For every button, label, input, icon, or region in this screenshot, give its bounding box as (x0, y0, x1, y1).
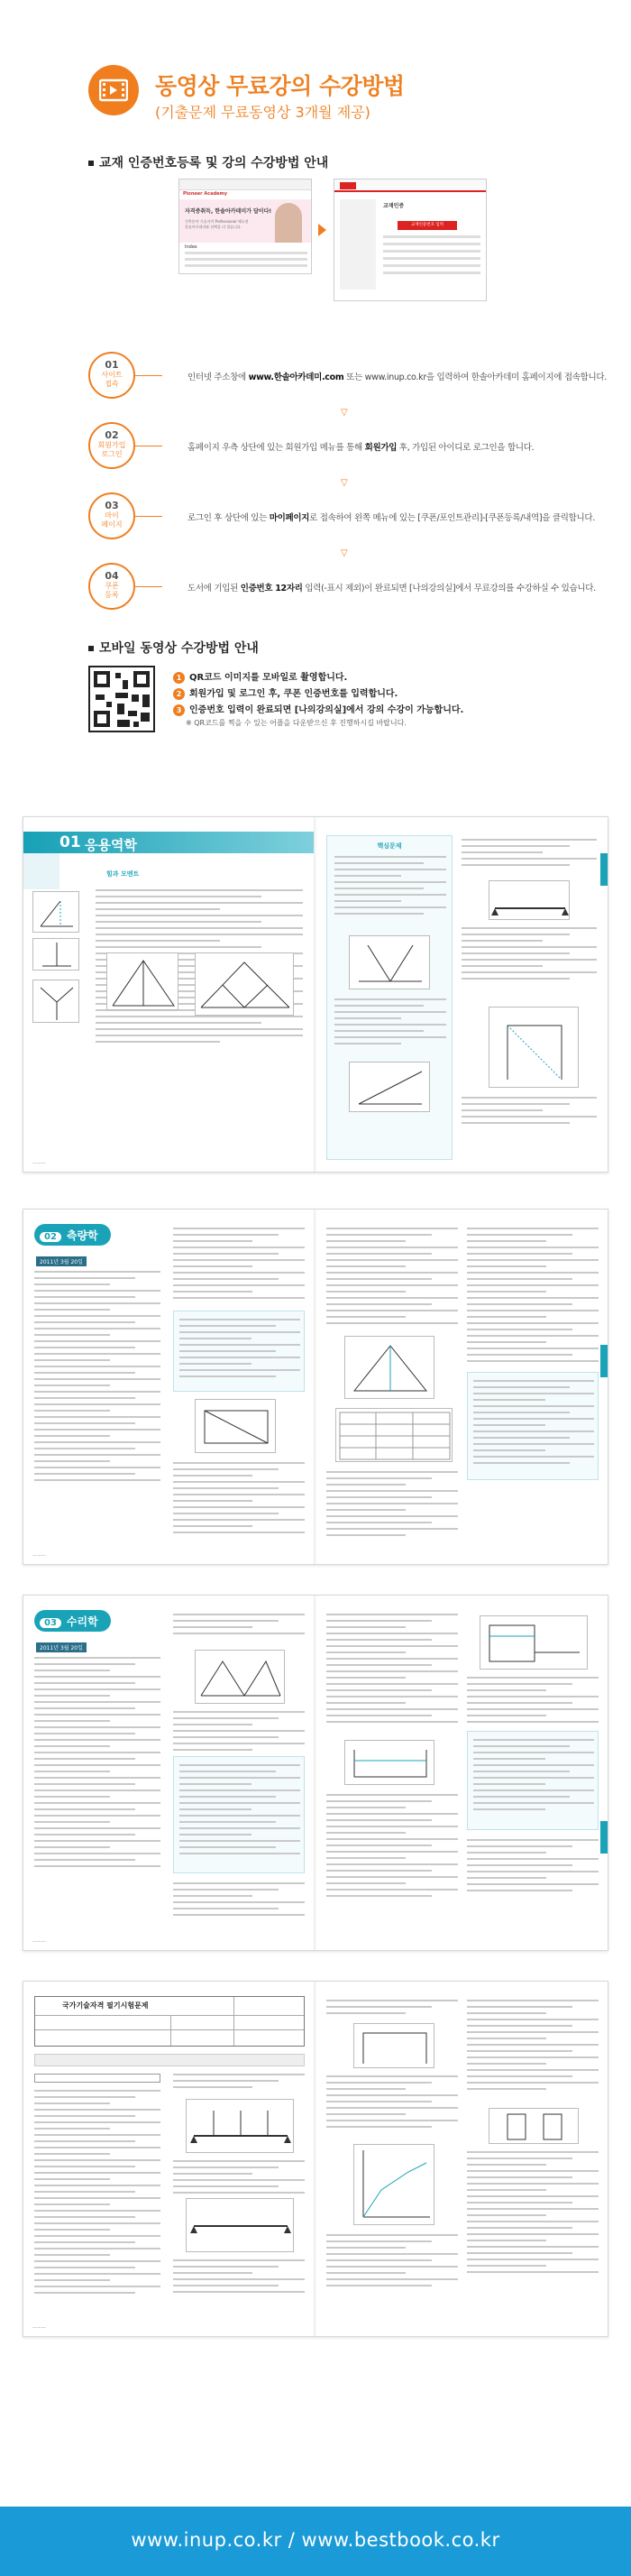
question-column-left (326, 2000, 458, 2019)
step-text: 입력(-표시 제외)이 완료되면 [나의강의실]에서 무료강의를 수강하실 수 있습니다. (302, 584, 596, 593)
beam-figure (489, 880, 570, 920)
homepage-list (185, 252, 307, 271)
section-title: 힘과 모멘트 (106, 870, 140, 878)
diagram-figure (32, 938, 79, 971)
question-text (462, 839, 597, 870)
step-description (187, 511, 595, 523)
frame-figure (353, 2023, 434, 2068)
section-heading-registration (88, 153, 328, 171)
exam-title: 국가기술자격 필기시험문제 (62, 2001, 149, 2010)
chapter-number: 01 (59, 833, 81, 851)
side-menu (340, 199, 376, 290)
chapter-banner (23, 832, 315, 853)
step-text-bold: 인증번호 12자리 (240, 584, 303, 593)
chapter-title: 수리학 (66, 1615, 98, 1628)
section-figure (489, 2108, 579, 2144)
diagram-figure (32, 980, 79, 1023)
arrow-right-icon (318, 224, 326, 236)
square-bullet-icon (88, 161, 94, 166)
explanation-box (173, 1311, 305, 1392)
step-badge (88, 492, 135, 539)
book-page-right (317, 1596, 608, 1950)
chapter-side-tab (600, 1345, 608, 1377)
chevron-down-icon: ▽ (341, 478, 348, 488)
chapter-number: 03 (40, 1618, 61, 1628)
step-text: 도서에 기입된 (187, 584, 241, 593)
homepage-screenshot (178, 179, 312, 274)
step-text: 인터넷 주소창에 (187, 373, 249, 382)
book-spread-applied-mechanics (23, 816, 608, 1173)
question-column-left (34, 1271, 160, 1486)
square-bullet-icon (88, 646, 94, 651)
mobile-step-text: 회원가입 및 로그인 후, 쿠폰 인증번호를 입력합니다. (189, 689, 398, 699)
browser-bar (179, 179, 311, 190)
banner-person-image (275, 203, 302, 243)
truss-figure (195, 952, 294, 1016)
page-footer: ——— (32, 2325, 46, 2331)
step-text-bold: 마이페이지 (269, 513, 310, 523)
diagram-figure (349, 1062, 430, 1112)
frame-figure (489, 1007, 579, 1088)
step-badge (88, 563, 135, 610)
step-connector (135, 516, 162, 517)
question-column-left (326, 1614, 458, 1727)
mobile-step-3 (173, 702, 463, 716)
coupon-button-label: 교재인증번호 입력 (410, 223, 444, 227)
book-spread-hydraulics (23, 1595, 608, 1951)
chapter-tab (34, 1224, 111, 1246)
step-badge (88, 352, 135, 399)
step-text-bold: www.한솔아카데미.com (248, 373, 344, 382)
graph-figure (353, 2144, 434, 2225)
step-label: 쿠폰 (105, 582, 119, 590)
page-footer: ——— (32, 1553, 46, 1559)
section-heading-text: 모바일 동영상 수강방법 안내 (99, 641, 259, 656)
step-label: 회원가입 (97, 441, 126, 449)
data-table-figure (335, 1408, 453, 1462)
coupon-input-button (398, 221, 457, 230)
step-label: 페이지 (101, 520, 123, 529)
number-badge: 1 (173, 672, 185, 684)
mobile-step-2 (173, 685, 398, 700)
book-spread-surveying (23, 1209, 608, 1565)
mobile-step-text: 인증번호 입력이 완료되면 [나의강의실]에서 강의 수강이 가능합니다. (189, 705, 464, 715)
survey-figure (344, 1336, 434, 1399)
step-connector (135, 586, 162, 587)
question-column-right (467, 1228, 599, 1366)
homepage-banner (179, 199, 312, 243)
book-spread-exam (23, 1981, 608, 2337)
explanation-box (173, 1756, 305, 1873)
step-04 (88, 563, 596, 617)
chapter-number: 02 (40, 1232, 61, 1242)
banner-copy-2: 한솔아카데미와 선택을 더 업습니다. (185, 225, 242, 229)
site-brand: Pioneer Academy (183, 191, 228, 197)
question-column-right (467, 2000, 599, 2094)
chevron-down-icon: ▽ (341, 548, 348, 558)
box-title: 핵심문제 (377, 842, 402, 850)
chapter-title: 응용역학 (85, 837, 137, 853)
site-top-bar (334, 179, 486, 192)
step-label: 사이트 (101, 371, 123, 379)
step-number: 02 (105, 429, 119, 441)
step-text: 또는 www.inup.co.kr을 입력하여 한솔아카데미 홈페이지에 접속합니다. (343, 373, 607, 382)
channel-figure (344, 1740, 434, 1785)
video-lecture-icon (88, 65, 139, 115)
page-header (0, 0, 631, 135)
step-number: 04 (105, 570, 119, 582)
chapter-tab (34, 1610, 111, 1632)
step-text: 로그인 후 상단에 있는 (187, 513, 270, 523)
question-text (462, 1097, 597, 1128)
chapter-title: 측량학 (66, 1229, 98, 1242)
chapter-side-tab (600, 1821, 608, 1854)
book-page-left (23, 1982, 316, 2336)
step-01 (88, 352, 607, 406)
step-badge (88, 422, 135, 469)
step-text-bold: 회원가입 (364, 443, 398, 453)
coupon-page-title: 교재인증 (383, 203, 405, 209)
diagram-figure (349, 935, 430, 989)
explanation-box (467, 1731, 599, 1830)
mobile-step-1 (173, 669, 347, 684)
step-number: 01 (105, 359, 119, 371)
exam-date-tag: 2011년 3월 20일 (36, 1256, 87, 1266)
step-03 (88, 492, 595, 547)
step-description (187, 440, 534, 453)
index-panel-label: Index (185, 244, 197, 250)
mobile-step-text: QR코드 이미지를 모바일로 촬영합니다. (189, 673, 348, 683)
question-text (462, 927, 597, 984)
beam-figure (186, 2198, 294, 2252)
question-column-left (34, 2090, 160, 2298)
book-page-right (317, 1210, 608, 1564)
question-column-right (173, 1228, 305, 1303)
page-subtitle: (기출문제 무료동영상 3개월 제공) (155, 104, 370, 121)
exam-notice (34, 2054, 305, 2066)
section-heading-mobile (88, 639, 259, 657)
question-column-right (173, 2074, 305, 2093)
truss-figure (106, 952, 178, 1010)
step-description (187, 370, 607, 382)
step-description (187, 581, 596, 593)
step-label: 접속 (105, 380, 119, 388)
step-connector (135, 375, 162, 376)
qr-code (88, 666, 155, 732)
step-02 (88, 422, 546, 476)
footer-banner (0, 2507, 631, 2576)
question-column-left (326, 1228, 458, 1329)
chevron-down-icon: ▽ (341, 408, 348, 418)
number-badge: 3 (173, 704, 185, 716)
key-questions-box (326, 835, 453, 1160)
book-page-left (23, 1596, 316, 1950)
step-text: 후, 가입된 아이디로 로그인을 합니다. (397, 443, 535, 453)
step-label: 등록 (105, 591, 119, 599)
banner-headline: 자격증취득, 한솔아카데미가 답이다! (185, 208, 272, 215)
book-page-left (23, 817, 316, 1172)
question-column-right (467, 1677, 599, 1727)
tank-figure (480, 1615, 588, 1670)
diagram-figure (32, 891, 79, 933)
number-badge: 2 (173, 688, 185, 700)
chapter-side-tab (600, 853, 608, 886)
site-logo (340, 182, 356, 189)
book-page-right (317, 817, 608, 1172)
coupon-page-screenshot (334, 179, 487, 301)
banner-copy-1: 건축분야 기술자격 Professional 에듀넷 (185, 219, 249, 224)
section-heading-text: 교재 인증번호등록 및 강의 수강방법 안내 (99, 156, 329, 170)
exam-header-table (34, 1996, 305, 2047)
page-footer: ——— (32, 1161, 46, 1166)
question-column-left (34, 1657, 160, 1872)
question-column-right (173, 1614, 305, 1639)
explanation-box (467, 1372, 599, 1480)
beam-load-figure (186, 2099, 294, 2153)
book-page-right (317, 1982, 608, 2336)
step-label: 로그인 (101, 450, 123, 458)
footer-url-text[interactable]: www.inup.co.kr / www.bestbook.co.kr (131, 2529, 500, 2551)
subject-label-box (34, 2074, 160, 2083)
page-footer: ——— (32, 1939, 46, 1945)
coupon-page-list (383, 235, 480, 279)
qr-note: ※ QR코드를 찍을 수 있는 어플을 다운받으신 후 진행하시길 바랍니다. (186, 719, 407, 727)
truss-figure (195, 1650, 285, 1704)
survey-figure (195, 1399, 276, 1453)
page-title: 동영상 무료강의 수강방법 (155, 73, 405, 99)
exam-date-tag: 2011년 3월 20일 (36, 1642, 87, 1652)
book-page-left (23, 1210, 316, 1564)
step-text: 홈페이지 우측 상단에 있는 회원가입 메뉴를 통해 (187, 443, 365, 453)
step-text: 로 접속하여 왼쪽 메뉴에 있는 [쿠폰/포인트관리]-[쿠폰등록/내역]을 클릭합니다. (309, 513, 595, 523)
step-number: 03 (105, 500, 119, 511)
step-label: 마이 (105, 511, 119, 520)
